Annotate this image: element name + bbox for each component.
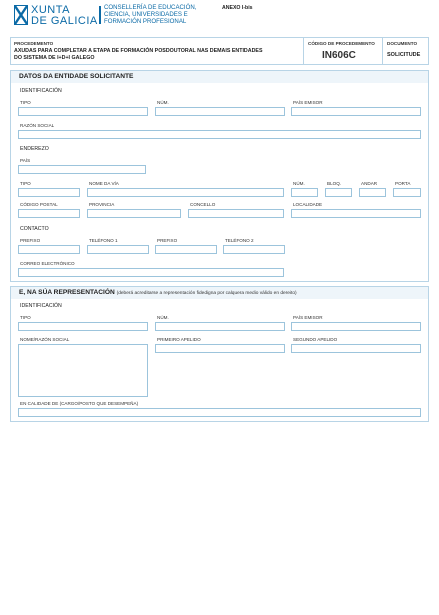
logo-line2: DE GALICIA (31, 15, 98, 27)
rep-nome-label: NOME/RAZÓN SOCIAL (20, 337, 70, 342)
andar-label: ANDAR (361, 181, 378, 186)
annex-label: ANEXO I-bis (222, 5, 253, 11)
num-address-label: NÚM. (293, 181, 305, 186)
xunta-shield-icon (14, 5, 28, 25)
procedure-divider (382, 37, 383, 65)
rep-primeiro-label: PRIMEIRO APELIDO (157, 337, 201, 342)
ministry-line: CIENCIA, UNIVERSIDADES E (104, 11, 188, 19)
applicant-section-title: DATOS DA ENTIDADE SOLICITANTE (19, 73, 134, 80)
representative-title-text: E, NA SÚA REPRESENTACIÓN (19, 289, 115, 296)
concello-field[interactable] (188, 209, 284, 218)
procedure-text-line: DO SISTEMA DE I+D+I GALEGO (14, 55, 95, 61)
num-label: NÚM. (157, 100, 169, 105)
rep-num-field[interactable] (155, 322, 285, 331)
localidade-label: LOCALIDADE (293, 202, 323, 207)
bloq-label: BLOQ. (327, 181, 342, 186)
num-field[interactable] (155, 107, 285, 116)
razon-social-label: RAZÓN SOCIAL (20, 123, 55, 128)
razon-social-field[interactable] (18, 130, 421, 139)
address-heading: ENDEREZO (20, 146, 49, 152)
prefixo1-field[interactable] (18, 245, 80, 254)
telefono1-label: TELÉFONO 1 (89, 238, 118, 243)
tipo-via-field[interactable] (18, 188, 80, 197)
bloq-field[interactable] (325, 188, 352, 197)
rep-tipo-label: TIPO (20, 315, 31, 320)
nome-via-field[interactable] (87, 188, 284, 197)
document-label: DOCUMENTO (387, 41, 418, 46)
ministry-line: FORMACIÓN PROFESIONAL (104, 18, 187, 26)
correo-label: CORREO ELECTRÓNICO (20, 261, 75, 266)
rep-pais-emisor-field[interactable] (291, 322, 421, 331)
porta-label: PORTA (395, 181, 411, 186)
rep-primeiro-field[interactable] (155, 344, 285, 353)
provincia-label: PROVINCIA (89, 202, 115, 207)
porta-field[interactable] (393, 188, 421, 197)
telefono2-field[interactable] (223, 245, 285, 254)
identification-heading: IDENTIFICACIÓN (20, 303, 62, 309)
ministry-name (104, 4, 196, 26)
logo-line1: XUNTA (31, 4, 70, 16)
correo-field[interactable] (18, 268, 284, 277)
procedure-label: PROCEDEMENTO (14, 41, 54, 46)
identification-heading: IDENTIFICACIÓN (20, 88, 62, 94)
tipo-label: TIPO (20, 100, 31, 105)
rep-segundo-field[interactable] (291, 344, 421, 353)
provincia-field[interactable] (87, 209, 181, 218)
xunta-logo (14, 4, 104, 30)
pais-emisor-label: PAÍS EMISOR (293, 100, 323, 105)
telefono1-field[interactable] (87, 245, 149, 254)
tipo-via-label: TIPO (20, 181, 31, 186)
procedure-code: IN606C (322, 50, 356, 61)
logo-divider (99, 6, 101, 24)
codigo-postal-label: CÓDIGO POSTAL (20, 202, 58, 207)
tipo-field[interactable] (18, 107, 148, 116)
rep-tipo-field[interactable] (18, 322, 148, 331)
procedure-divider (303, 37, 304, 65)
rep-num-label: NÚM. (157, 315, 169, 320)
pais-label: PAÍS (20, 158, 31, 163)
contact-heading: CONTACTO (20, 226, 49, 232)
prefixo2-field[interactable] (155, 245, 217, 254)
pais-emisor-field[interactable] (291, 107, 421, 116)
nome-via-label: NOME DA VÍA (89, 181, 119, 186)
rep-calidade-label: EN CALIDADE DE (CARGO/POSTO QUE DESEMPEÑA) (20, 401, 139, 406)
localidade-field[interactable] (291, 209, 421, 218)
rep-pais-emisor-label: PAÍS EMISOR (293, 315, 323, 320)
telefono2-label: TELÉFONO 2 (225, 238, 254, 243)
ministry-line: CONSELLERÍA DE EDUCACIÓN, (104, 4, 197, 11)
num-address-field[interactable] (291, 188, 318, 197)
prefixo2-label: PREFIXO (157, 238, 178, 243)
representative-note: (deberá acreditarse a representación fidedigna por calquera medio válido en dereito) (116, 291, 297, 296)
prefixo1-label: PREFIXO (20, 238, 41, 243)
document-type: SOLICITUDE (387, 52, 421, 58)
codigo-postal-field[interactable] (18, 209, 80, 218)
representative-section-title (19, 289, 297, 296)
procedure-code-label: CÓDIGO DE PROCEDEMENTO (308, 41, 375, 46)
procedure-text (14, 48, 262, 62)
concello-label: CONCELLO (190, 202, 216, 207)
rep-calidade-field[interactable] (18, 408, 421, 417)
procedure-text-line: AXUDAS PARA COMPLETAR A ETAPA DE FORMACIÓN POSDOUTORAL NAS DEMAIS ENTIDADES (14, 48, 263, 54)
andar-field[interactable] (359, 188, 386, 197)
rep-nome-field[interactable] (18, 344, 148, 397)
pais-field[interactable] (18, 165, 146, 174)
rep-segundo-label: SEGUNDO APELIDO (293, 337, 338, 342)
